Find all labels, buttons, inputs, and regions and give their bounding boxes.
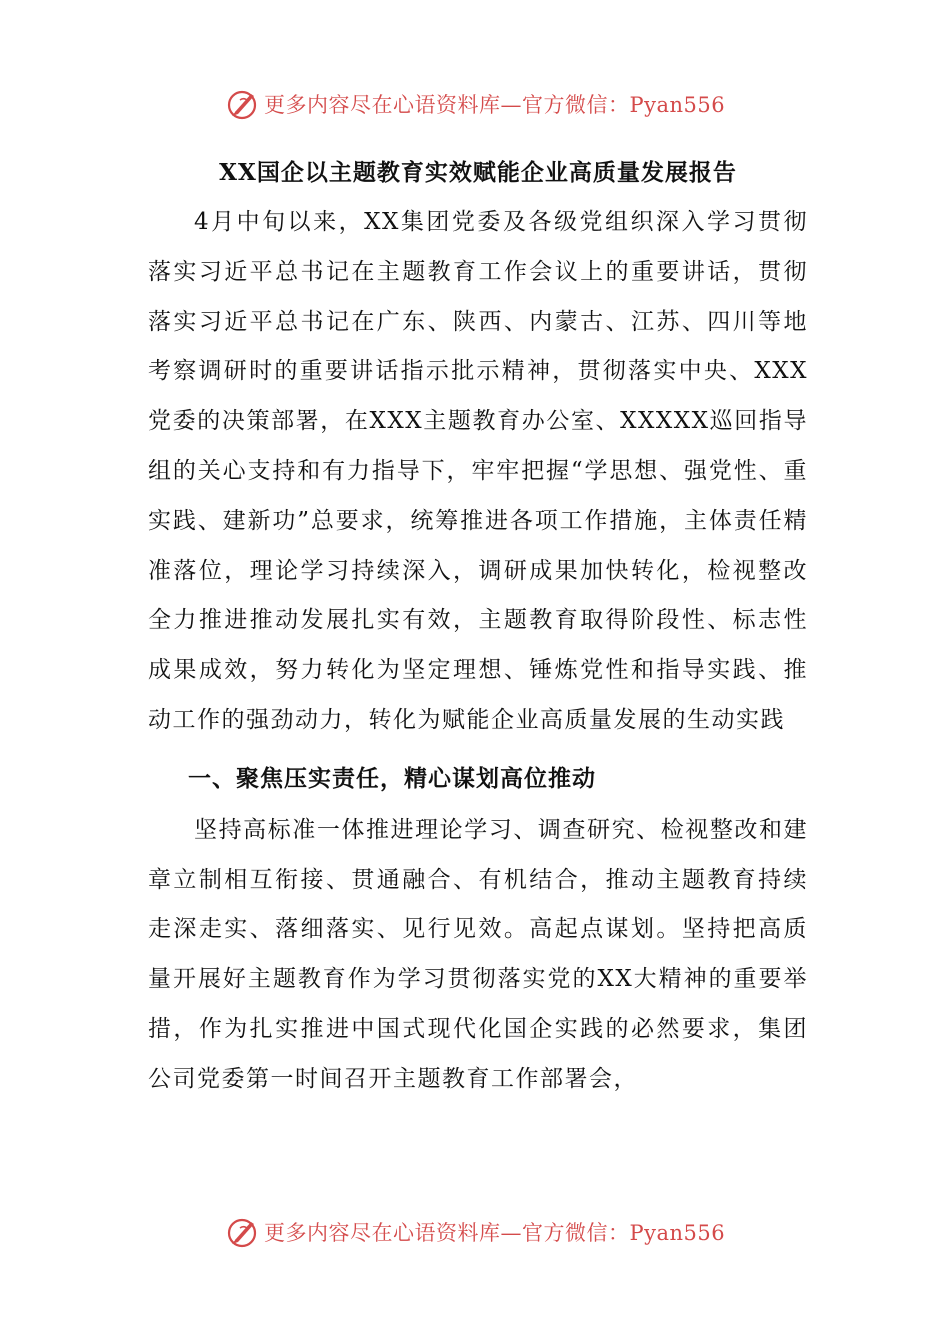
pen-logo-icon [226,1215,260,1249]
watermark-text: 更多内容尽在心语资料库—官方微信：Pyan556 [264,93,726,117]
watermark-footer [226,1212,725,1252]
watermark-text: 更多内容尽在心语资料库—官方微信：Pyan556 [264,1221,726,1245]
document-body [148,148,808,1105]
watermark-header [226,84,725,124]
section-1-paragraph: 坚持高标准一体推进理论学习、调查研究、检视整改和建章立制相互衔接、贯通融合、有机结合，推动主题教育持续走深走实、落细落实、见行见效。高起点谋划。坚持把高质量开展好主题教育作为学习贯彻落实党的XX大精神的重要举措，作为扎实推进中国式现代化国企实践的必然要求，集团公司党委第一时间召开主题教育工作部署会， [148,816,808,1092]
pen-logo-icon [226,87,260,121]
intro-paragraph: 4月中旬以来，XX集团党委及各级党组织深入学习贯彻落实习近平总书记在主题教育工作会议上的重要讲话，贯彻落实习近平总书记在广东、陕西、内蒙古、江苏、四川等地考察调研时的重要讲话指示批示精神，贯彻落实中央、XXX党委的决策部署，在XXX主题教育办公室、XXXXX巡回指导组的关心支持和有力指导下，牢牢把握“学思想、强党性、重实践、建新功”总要求，统筹推进各项工作措施，主体责任精准落位，理论学习持续深入，调研成果加快转化，检视整改全力推进推动发展扎实有效，主题教育取得阶段性、标志性成果成效，努力转化为坚定理想、锤炼党性和指导实践、推动工作的强劲动力，转化为赋能企业高质量发展的生动实践 [148,209,808,733]
document-title: XX国企以主题教育实效赋能企业高质量发展报告 [219,159,737,186]
section-heading-1: 一、聚焦压实责任，精心谋划高位推动 [188,764,596,792]
